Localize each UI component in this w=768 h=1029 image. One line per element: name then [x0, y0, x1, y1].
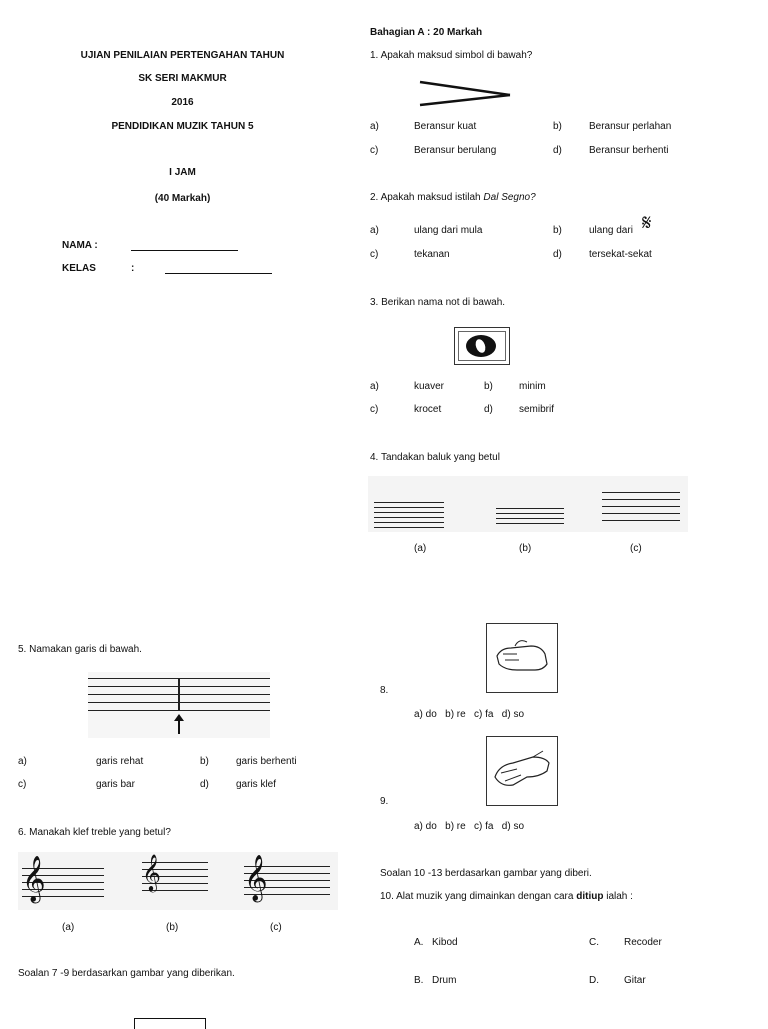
semibreve-note-image [454, 327, 510, 365]
q10-option-c-text[interactable]: Recoder [624, 937, 662, 948]
exam-duration: I JAM [169, 167, 196, 178]
q8-hand-sign-image [486, 623, 558, 693]
hand-sign-icon [487, 737, 557, 805]
q4-label-a: (a) [414, 543, 427, 554]
q1-option-d-text[interactable]: Beransur berhenti [589, 145, 669, 156]
q5-option-b-text[interactable]: garis berhenti [236, 756, 297, 767]
whole-note-icon [466, 335, 496, 357]
q1-question: 1. Apakah maksud simbol di bawah? [370, 50, 533, 61]
section-title: Bahagian A : 20 Markah [370, 27, 483, 38]
q5-option-d-text[interactable]: garis klef [236, 779, 277, 790]
name-label: NAMA : [62, 240, 98, 251]
q3-option-b-letter[interactable]: b) [484, 381, 493, 392]
q9-number: 9. [380, 796, 389, 807]
q1-option-a-text[interactable]: Beransur kuat [414, 121, 477, 132]
q6-label-c: (c) [270, 922, 282, 933]
q2-option-c-letter[interactable]: c) [370, 249, 379, 260]
q10-question [380, 891, 633, 903]
q10-13-intro: Soalan 10 -13 berdasarkan gambar yang diberi. [380, 868, 592, 879]
q6-clefs-image [18, 852, 338, 910]
class-blank[interactable] [165, 273, 272, 274]
q10-option-b-text[interactable]: Drum [432, 975, 457, 986]
q10-option-a-text[interactable]: Kibod [432, 937, 458, 948]
name-blank[interactable] [131, 250, 238, 251]
staff-a [22, 858, 104, 904]
q2-option-d-letter[interactable]: d) [553, 249, 562, 260]
q8-options[interactable]: a) do b) re c) fa d) so [414, 709, 525, 720]
q5-option-b-letter[interactable]: b) [200, 756, 209, 767]
staff-c [244, 855, 330, 904]
q8-number: 8. [380, 685, 389, 696]
q4-label-c: (c) [630, 543, 642, 554]
q3-option-a-text[interactable]: kuaver [414, 381, 445, 392]
bar-line [178, 678, 180, 711]
q3-option-d-letter[interactable]: d) [484, 404, 493, 415]
q2-question-prefix: 2. Apakah maksud istilah [370, 192, 484, 203]
q5-option-a-text[interactable]: garis rehat [96, 756, 144, 767]
q5-question: 5. Namakan garis di bawah. [18, 644, 142, 655]
hand-sign-icon [487, 624, 557, 692]
q5-option-c-text[interactable]: garis bar [96, 779, 135, 790]
q1-option-d-letter[interactable]: d) [553, 145, 562, 156]
q2-option-d-text[interactable]: tersekat-sekat [589, 249, 652, 260]
staff-option-c [602, 492, 680, 526]
q10-question-bold: ditiup [576, 891, 604, 902]
q9-hand-sign-image [486, 736, 558, 806]
q6-label-b: (b) [166, 922, 179, 933]
q10-option-d-letter[interactable]: D. [589, 975, 599, 986]
q2-option-c-text[interactable]: tekanan [414, 249, 450, 260]
q1-option-b-text[interactable]: Beransur perlahan [589, 121, 672, 132]
q10-question-prefix: 10. Alat muzik yang dimainkan dengan cara [380, 891, 577, 902]
treble-clef-icon: 𝄞 [142, 853, 161, 891]
q5-option-c-letter[interactable]: c) [18, 779, 27, 790]
class-label: KELAS [62, 263, 96, 274]
q7-9-intro: Soalan 7 -9 berdasarkan gambar yang diberikan. [18, 968, 235, 979]
q10-option-d-text[interactable]: Gitar [624, 975, 646, 986]
q2-question-term: Dal Segno? [483, 192, 536, 203]
q10-question-suffix: ialah : [603, 891, 633, 902]
staff-option-b [496, 508, 564, 528]
exam-year: 2016 [171, 97, 194, 108]
q1-option-b-letter[interactable]: b) [553, 121, 562, 132]
q10-option-c-letter[interactable]: C. [589, 937, 599, 948]
q2-option-a-text[interactable]: ulang dari mula [414, 225, 483, 236]
q1-option-c-text[interactable]: Beransur berulang [414, 145, 497, 156]
q9-options[interactable]: a) do b) re c) fa d) so [414, 821, 525, 832]
q6-question: 6. Manakah klef treble yang betul? [18, 827, 171, 838]
exam-title: UJIAN PENILAIAN PERTENGAHAN TAHUN [80, 50, 285, 61]
q4-staves-image [368, 476, 688, 532]
q1-option-a-letter[interactable]: a) [370, 121, 379, 132]
q3-option-b-text[interactable]: minim [519, 381, 546, 392]
exam-subject: PENDIDIKAN MUZIK TAHUN 5 [111, 121, 254, 132]
q3-question: 3. Berikan nama not di bawah. [370, 297, 506, 308]
q2-option-a-letter[interactable]: a) [370, 225, 379, 236]
q1-option-c-letter[interactable]: c) [370, 145, 379, 156]
q10-option-a-letter[interactable]: A. [414, 937, 424, 948]
q10-option-b-letter[interactable]: B. [414, 975, 424, 986]
q6-label-a: (a) [62, 922, 75, 933]
staff-b [142, 853, 208, 904]
crescendo-symbol-icon [418, 78, 514, 108]
q4-label-b: (b) [519, 543, 532, 554]
q3-option-c-letter[interactable]: c) [370, 404, 379, 415]
q2-option-b-text[interactable]: ulang dari [589, 225, 633, 236]
q5-option-a-letter[interactable]: a) [18, 756, 27, 767]
q5-staff-image [88, 672, 270, 738]
treble-clef-icon: 𝄞 [22, 856, 46, 902]
q3-option-d-text[interactable]: semibrif [519, 404, 555, 415]
class-colon: : [131, 263, 135, 274]
q2-question [370, 192, 536, 204]
staff-option-a [374, 502, 444, 526]
q5-option-d-letter[interactable]: d) [200, 779, 209, 790]
q3-option-c-text[interactable]: krocet [414, 404, 442, 415]
treble-clef-icon: 𝄞 [244, 855, 268, 901]
q4-question: 4. Tandakan baluk yang betul [370, 452, 500, 463]
school-name: SK SERI MAKMUR [138, 73, 227, 84]
exam-marks: (40 Markah) [154, 193, 211, 204]
q2-option-b-letter[interactable]: b) [553, 225, 562, 236]
segno-icon: 𝄋 [642, 211, 652, 236]
q3-option-a-letter[interactable]: a) [370, 381, 379, 392]
